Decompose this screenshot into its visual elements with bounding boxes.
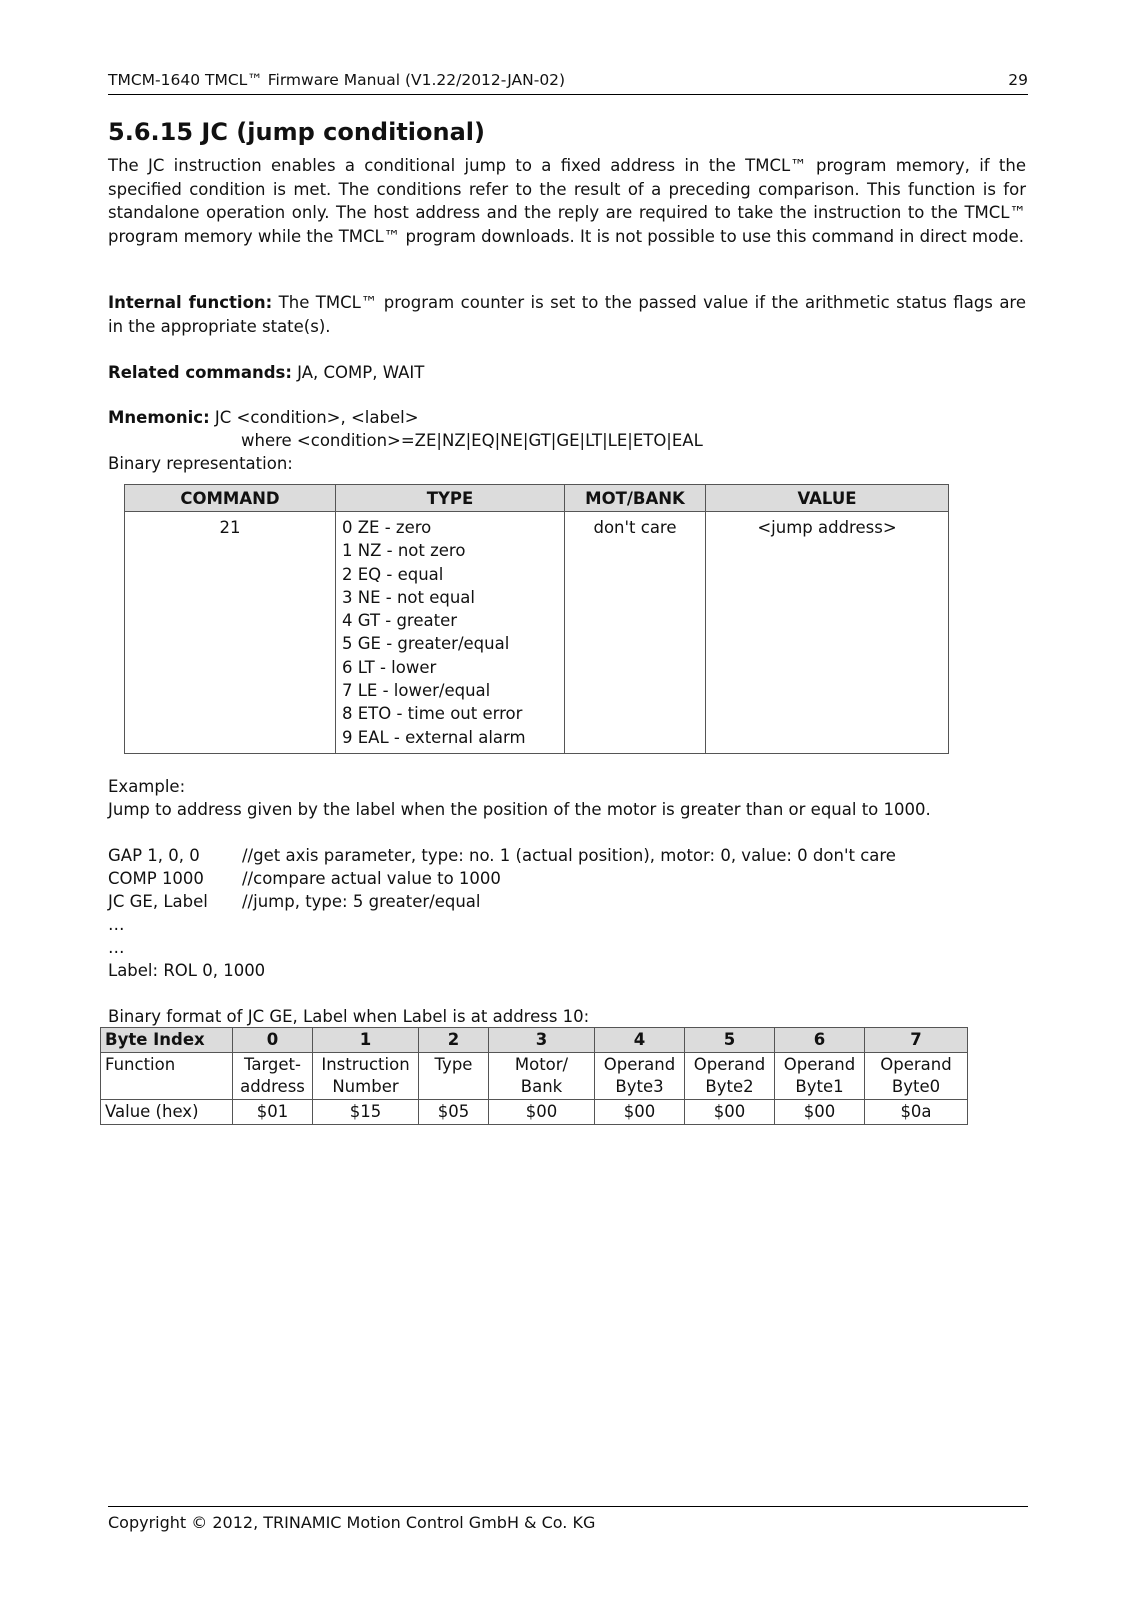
type-item: 3 NE - not equal bbox=[342, 587, 475, 607]
related-commands-text: JA, COMP, WAIT bbox=[291, 363, 425, 382]
type-item: 8 ETO - time out error bbox=[342, 704, 523, 724]
example-text: Jump to address given by the label when the position of the motor is greater than or equal to 1000. bbox=[108, 800, 931, 819]
value-cell: $05 bbox=[419, 1100, 489, 1125]
type-item: 7 LE - lower/equal bbox=[342, 681, 491, 701]
byte-index: 6 bbox=[775, 1028, 865, 1053]
function-line: Operand bbox=[693, 1055, 766, 1074]
type-list bbox=[336, 512, 565, 754]
function-line: Target- bbox=[243, 1055, 301, 1074]
type-item: 2 EQ - equal bbox=[342, 564, 444, 584]
value-cell: $01 bbox=[233, 1100, 313, 1125]
byte-index: 5 bbox=[685, 1028, 775, 1053]
value-row bbox=[101, 1100, 968, 1125]
code-command: COMP 1000 bbox=[108, 869, 204, 888]
function-line: address bbox=[240, 1077, 305, 1096]
intro-paragraph: The JC instruction enables a conditional jump to a fixed address in the TMCL™ program memory, if the specified condition is met. The conditions refer to the result of a preceding comparison. This function is for standalone operation only. The host address and the reply are required to take the instruction to the TMCL™ program memory while the TMCL™ program downloads. It is not possible to use this command in direct mode. bbox=[108, 156, 1026, 246]
col-value: VALUE bbox=[706, 485, 949, 512]
related-commands bbox=[108, 361, 424, 384]
byte-index: 4 bbox=[595, 1028, 685, 1053]
type-item: 4 GT - greater bbox=[342, 611, 458, 631]
code-command: Label: ROL 0, 1000 bbox=[108, 961, 266, 980]
code-comment: //jump, type: 5 greater/equal bbox=[242, 892, 481, 911]
code-command: JC GE, Label bbox=[108, 892, 208, 911]
mot-bank-value: don't care bbox=[565, 512, 706, 754]
function-cell bbox=[313, 1053, 419, 1100]
byte-index: 0 bbox=[233, 1028, 313, 1053]
code-line bbox=[108, 844, 896, 867]
function-line: Byte0 bbox=[891, 1077, 941, 1096]
byte-index: 1 bbox=[313, 1028, 419, 1053]
col-command: COMMAND bbox=[125, 485, 336, 512]
function-line: Byte3 bbox=[615, 1077, 664, 1096]
binary-format-label: Binary format of JC GE, Label when Label is at address 10: bbox=[108, 1007, 590, 1026]
type-item: 5 GE - greater/equal bbox=[342, 634, 510, 654]
function-line: Byte2 bbox=[705, 1077, 754, 1096]
function-cell bbox=[685, 1053, 775, 1100]
code-command: … bbox=[108, 938, 125, 957]
code-line bbox=[108, 959, 265, 982]
function-line: Instruction bbox=[321, 1055, 410, 1074]
internal-function-label: Internal function: bbox=[108, 293, 273, 312]
function-line: Motor/ bbox=[514, 1055, 569, 1074]
value-cell: $00 bbox=[685, 1100, 775, 1125]
byte-index: 2 bbox=[419, 1028, 489, 1053]
page-number: 29 bbox=[1008, 71, 1028, 89]
code-command: GAP 1, 0, 0 bbox=[108, 846, 200, 865]
function-line: Byte1 bbox=[795, 1077, 844, 1096]
code-line bbox=[108, 890, 481, 913]
section-title: 5.6.15 JC (jump conditional) bbox=[108, 118, 485, 146]
value-cell: $00 bbox=[489, 1100, 595, 1125]
function-cell bbox=[233, 1053, 313, 1100]
value-cell: $00 bbox=[775, 1100, 865, 1125]
function-line: Operand bbox=[880, 1055, 952, 1074]
mnemonic-label: Mnemonic: bbox=[108, 408, 210, 427]
function-cell bbox=[595, 1053, 685, 1100]
function-line: Number bbox=[332, 1077, 399, 1096]
code-line bbox=[108, 867, 501, 890]
mnemonic-where: where <condition>=ZE|NZ|EQ|NE|GT|GE|LT|LE|ETO|EAL bbox=[241, 431, 703, 450]
internal-function-text: The TMCL™ program counter is set to the passed value if the arithmetic status flags are in the appropriate state(s). bbox=[108, 293, 1026, 336]
value-cell: $15 bbox=[313, 1100, 419, 1125]
type-item: 9 EAL - external alarm bbox=[342, 727, 526, 747]
value-label: Value (hex) bbox=[101, 1100, 233, 1125]
command-value: 21 bbox=[125, 512, 336, 754]
byte-index-row bbox=[101, 1028, 968, 1053]
page-header bbox=[108, 68, 1028, 95]
col-type: TYPE bbox=[336, 485, 565, 512]
page-footer: Copyright © 2012, TRINAMIC Motion Control GmbH & Co. KG bbox=[108, 1506, 1028, 1532]
byte-index: 7 bbox=[865, 1028, 968, 1053]
function-cell bbox=[775, 1053, 865, 1100]
type-item: 0 ZE - zero bbox=[342, 518, 432, 537]
function-label: Function bbox=[101, 1053, 233, 1100]
internal-function-paragraph bbox=[108, 291, 1026, 338]
table-row bbox=[125, 512, 949, 754]
jump-address-value: <jump address> bbox=[706, 512, 949, 754]
function-row bbox=[101, 1053, 968, 1100]
function-cell bbox=[489, 1053, 595, 1100]
related-commands-label: Related commands: bbox=[108, 363, 292, 382]
code-comment: //get axis parameter, type: no. 1 (actual position), motor: 0, value: 0 don't care bbox=[242, 846, 896, 865]
function-cell bbox=[865, 1053, 968, 1100]
mnemonic-text: JC <condition>, <label> bbox=[209, 408, 419, 427]
binary-representation-table bbox=[124, 484, 949, 754]
example-label: Example: bbox=[108, 777, 186, 796]
code-line bbox=[108, 936, 125, 959]
code-command: … bbox=[108, 915, 125, 934]
binary-format-table bbox=[100, 1027, 968, 1125]
header-title: TMCM-1640 TMCL™ Firmware Manual (V1.22/2012-JAN-02) bbox=[108, 71, 566, 89]
value-cell: $00 bbox=[595, 1100, 685, 1125]
function-line: Type bbox=[434, 1055, 473, 1074]
table-header-row bbox=[125, 485, 949, 512]
byte-index: 3 bbox=[489, 1028, 595, 1053]
value-cell: $0a bbox=[865, 1100, 968, 1125]
function-line: Operand bbox=[783, 1055, 856, 1074]
function-line: Bank bbox=[520, 1077, 563, 1096]
mnemonic bbox=[108, 406, 419, 429]
code-line bbox=[108, 913, 125, 936]
code-comment: //compare actual value to 1000 bbox=[242, 869, 501, 888]
byte-index-label: Byte Index bbox=[101, 1028, 233, 1053]
function-line: Operand bbox=[603, 1055, 676, 1074]
type-item: 6 LT - lower bbox=[342, 657, 437, 677]
col-mot-bank: MOT/BANK bbox=[565, 485, 706, 512]
binary-representation-label: Binary representation: bbox=[108, 454, 293, 473]
type-item: 1 NZ - not zero bbox=[342, 541, 466, 561]
function-cell bbox=[419, 1053, 489, 1100]
